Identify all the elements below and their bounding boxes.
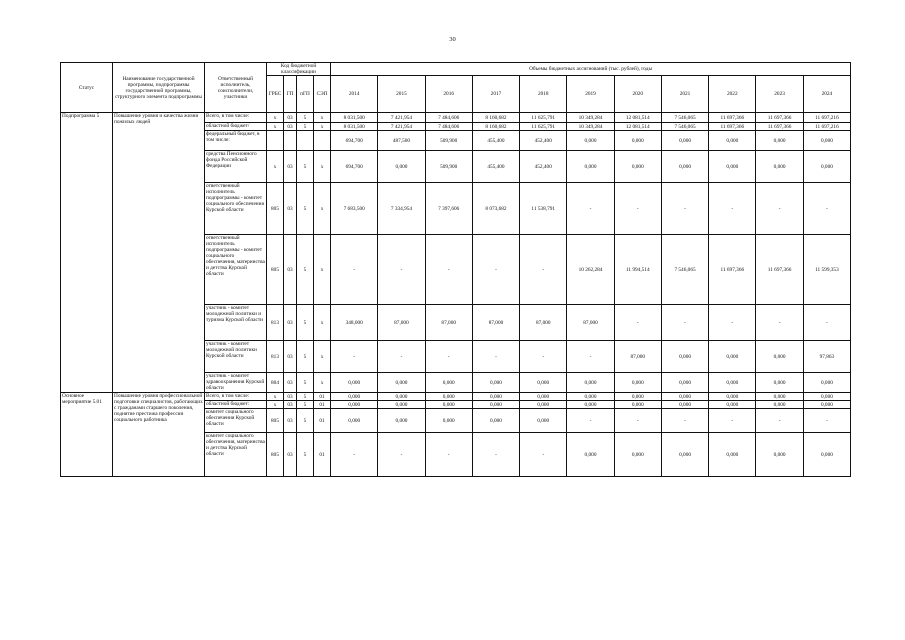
amount-cell: 0,000 xyxy=(614,373,661,393)
code-cell: x xyxy=(314,305,331,341)
amount-cell: 0,000 xyxy=(567,401,614,409)
code-cell: 5 xyxy=(297,151,314,183)
responsible-cell: областной бюджет/ xyxy=(205,123,267,131)
amount-cell: 0,000 xyxy=(614,401,661,409)
amount-cell: 0,000 xyxy=(709,401,756,409)
col-responsible-header: Ответственный исполнитель, соисполнители, участники xyxy=(205,63,267,113)
amount-cell: 11 697,366 xyxy=(709,113,756,123)
code-cell: 813 xyxy=(267,305,284,341)
responsible-cell: Всего, в том числе: xyxy=(205,393,267,401)
table-row xyxy=(61,113,851,123)
amount-cell: 87,000 xyxy=(378,305,425,341)
amount-cell: 11 697,366 xyxy=(709,235,756,305)
responsible-cell: комитет социального обеспечения Курской области xyxy=(205,409,267,433)
code-cell: 03 xyxy=(284,393,297,401)
code-cell: x xyxy=(314,113,331,123)
code-cell xyxy=(284,131,297,151)
budget-table xyxy=(60,62,851,477)
col-name-header: Наименование государственной программы, подпрограммы государственной программы, структурного элемента подпрограммы xyxy=(113,63,205,113)
amount-cell: 0,000 xyxy=(661,373,708,393)
amount-cell: 0,000 xyxy=(756,393,803,401)
amount-cell: 8 160,682 xyxy=(472,123,519,131)
amount-cell: 509,900 xyxy=(425,131,472,151)
amount-cell: 0,000 xyxy=(567,131,614,151)
code-cell: x xyxy=(267,113,284,123)
year-col-header: 2014 xyxy=(331,76,378,113)
amount-cell: 7 421,954 xyxy=(378,123,425,131)
amount-cell: 0,000 xyxy=(709,151,756,183)
amount-cell: 0,000 xyxy=(803,433,850,477)
code-cell: 5 xyxy=(297,401,314,409)
amount-cell: 0,000 xyxy=(472,401,519,409)
amount-cell: - xyxy=(520,433,567,477)
code-cell: 03 xyxy=(284,305,297,341)
table-row xyxy=(61,393,851,401)
amount-cell: - xyxy=(567,341,614,373)
amount-cell: - xyxy=(661,409,708,433)
amount-cell: 0,000 xyxy=(331,373,378,393)
amount-cell: 0,000 xyxy=(661,401,708,409)
code-cell xyxy=(267,131,284,151)
amount-cell: 7 484,606 xyxy=(425,123,472,131)
amount-cell: 11 599,353 xyxy=(803,235,850,305)
responsible-cell: участник - комитет молодежной политики Курской области xyxy=(205,341,267,373)
amount-cell: - xyxy=(331,341,378,373)
amount-cell: 7 546,065 xyxy=(661,235,708,305)
amount-cell: - xyxy=(614,305,661,341)
code-cell: 03 xyxy=(284,151,297,183)
code-cell: 5 xyxy=(297,393,314,401)
amount-cell: 0,000 xyxy=(472,393,519,401)
amount-cell: 10 262,284 xyxy=(567,235,614,305)
amount-cell: 0,000 xyxy=(756,433,803,477)
amount-cell: 11 625,791 xyxy=(520,113,567,123)
amount-cell: 0,000 xyxy=(803,373,850,393)
amount-cell: 0,000 xyxy=(567,151,614,183)
code-cell: 03 xyxy=(284,235,297,305)
code-cell: x xyxy=(267,123,284,131)
amount-cell: 11 697,366 xyxy=(756,123,803,131)
amount-cell: 694,700 xyxy=(331,151,378,183)
amount-cell: 7 421,954 xyxy=(378,113,425,123)
responsible-cell: Всего, в том числе: xyxy=(205,113,267,123)
code-cell: 5 xyxy=(297,305,314,341)
amount-cell: 8 031,500 xyxy=(331,113,378,123)
amount-cell: 0,000 xyxy=(803,131,850,151)
amount-cell: - xyxy=(331,433,378,477)
amount-cell: 87,000 xyxy=(520,305,567,341)
code-cell: 03 xyxy=(284,341,297,373)
amount-cell: 11 994,514 xyxy=(614,235,661,305)
responsible-cell: комитет социального обеспечения, материнства и детства Курской области xyxy=(205,433,267,477)
amount-cell: 0,000 xyxy=(567,433,614,477)
year-col-header: 2021 xyxy=(661,76,708,113)
amount-cell: 0,000 xyxy=(614,131,661,151)
code-cell: 01 xyxy=(314,433,331,477)
amount-cell: - xyxy=(661,183,708,235)
amount-cell: - xyxy=(567,183,614,235)
code-cell: x xyxy=(314,151,331,183)
col-code-group-header: Код бюджетной классификации xyxy=(267,63,331,76)
amount-cell: 87,000 xyxy=(472,305,519,341)
amount-cell: 0,000 xyxy=(378,373,425,393)
code-cell: 03 xyxy=(284,123,297,131)
col-status-header: Статус xyxy=(61,63,113,113)
amount-cell: 0,000 xyxy=(614,151,661,183)
amount-cell: 0,000 xyxy=(378,401,425,409)
amount-cell: 11 697,216 xyxy=(803,113,850,123)
code-cell: 805 xyxy=(267,235,284,305)
year-col-header: 2015 xyxy=(378,76,425,113)
amount-cell: - xyxy=(520,235,567,305)
amount-cell: - xyxy=(425,433,472,477)
amount-cell: - xyxy=(803,183,850,235)
code-cell: 805 xyxy=(267,433,284,477)
page-number: 30 xyxy=(449,36,456,43)
amount-cell: 0,000 xyxy=(520,401,567,409)
code-cell: 5 xyxy=(297,113,314,123)
code-cell: 03 xyxy=(284,401,297,409)
amount-cell: - xyxy=(520,341,567,373)
code-cell: 5 xyxy=(297,123,314,131)
responsible-cell: ответственный исполнитель подпрограммы - комитет социального обеспечения, материнства и детства Курской области xyxy=(205,235,267,305)
amount-cell: 0,000 xyxy=(331,401,378,409)
amount-cell: 0,000 xyxy=(331,409,378,433)
amount-cell: 0,000 xyxy=(661,131,708,151)
code-cell: x xyxy=(314,373,331,393)
amount-cell: - xyxy=(614,183,661,235)
code-col-header: ГП xyxy=(284,76,297,113)
amount-cell: 0,000 xyxy=(709,131,756,151)
amount-cell: 8 160,682 xyxy=(472,113,519,123)
amount-cell: 0,000 xyxy=(709,393,756,401)
amount-cell: - xyxy=(756,183,803,235)
amount-cell: 694,700 xyxy=(331,131,378,151)
amount-cell: - xyxy=(567,409,614,433)
code-cell: 03 xyxy=(284,113,297,123)
amount-cell: 452,400 xyxy=(520,151,567,183)
code-cell: 5 xyxy=(297,373,314,393)
amount-cell: 7 484,606 xyxy=(425,113,472,123)
amount-cell: 0,000 xyxy=(378,151,425,183)
amount-cell: 7 546,065 xyxy=(661,123,708,131)
amount-cell: 0,000 xyxy=(756,373,803,393)
amount-cell: 7 546,065 xyxy=(661,113,708,123)
amount-cell: 8 031,500 xyxy=(331,123,378,131)
amount-cell: 0,000 xyxy=(803,393,850,401)
amount-cell: 7 334,954 xyxy=(378,183,425,235)
amount-cell: - xyxy=(425,235,472,305)
code-cell: x xyxy=(267,393,284,401)
amount-cell: 0,000 xyxy=(661,433,708,477)
amount-cell: 0,000 xyxy=(472,373,519,393)
amount-cell: 12 081,514 xyxy=(614,123,661,131)
status-cell: Подпрограмма 5 xyxy=(61,113,113,393)
amount-cell: 0,000 xyxy=(614,433,661,477)
amount-cell: 0,000 xyxy=(378,393,425,401)
code-cell: x xyxy=(267,151,284,183)
amount-cell: 0,000 xyxy=(756,401,803,409)
amount-cell: 87,000 xyxy=(425,305,472,341)
amount-cell: 0,000 xyxy=(709,373,756,393)
amount-cell: 0,000 xyxy=(661,393,708,401)
amount-cell: 87,000 xyxy=(614,341,661,373)
amount-cell: 11 625,791 xyxy=(520,123,567,131)
amount-cell: 0,000 xyxy=(756,341,803,373)
responsible-cell: федеральный бюджет, в том числе: xyxy=(205,131,267,151)
year-col-header: 2023 xyxy=(756,76,803,113)
amount-cell: 455,400 xyxy=(472,151,519,183)
amount-cell: - xyxy=(756,305,803,341)
code-cell: 03 xyxy=(284,183,297,235)
code-cell: 03 xyxy=(284,433,297,477)
amount-cell: 0,000 xyxy=(472,409,519,433)
code-cell: 5 xyxy=(297,235,314,305)
amount-cell: 348,000 xyxy=(331,305,378,341)
amount-cell: - xyxy=(709,409,756,433)
code-cell: 5 xyxy=(297,183,314,235)
amount-cell: - xyxy=(472,341,519,373)
amount-cell: 0,000 xyxy=(756,151,803,183)
code-cell: x xyxy=(267,401,284,409)
amount-cell: 0,000 xyxy=(425,373,472,393)
amount-cell: 12 081,514 xyxy=(614,113,661,123)
code-cell: 01 xyxy=(314,401,331,409)
code-cell: x xyxy=(314,235,331,305)
amount-cell: 0,000 xyxy=(567,373,614,393)
year-col-header: 2022 xyxy=(709,76,756,113)
amount-cell: 0,000 xyxy=(378,409,425,433)
amount-cell: - xyxy=(472,235,519,305)
year-col-header: 2017 xyxy=(472,76,519,113)
amount-cell: 11 697,366 xyxy=(756,113,803,123)
amount-cell: - xyxy=(378,235,425,305)
amount-cell: 87,000 xyxy=(567,305,614,341)
amount-cell: 0,000 xyxy=(661,341,708,373)
amount-cell: - xyxy=(756,409,803,433)
responsible-cell: средства Пенсионного фонда Российской Федерации xyxy=(205,151,267,183)
amount-cell: - xyxy=(803,305,850,341)
code-cell: x xyxy=(314,341,331,373)
amount-cell: 0,000 xyxy=(803,151,850,183)
program-name-cell: Повышение уровня и качества жизни пожилых людей xyxy=(113,113,205,393)
header-row-top xyxy=(61,63,851,76)
amount-cell: 0,000 xyxy=(425,401,472,409)
status-cell: Основное мероприятие 5.01 xyxy=(61,393,113,477)
code-cell: 5 xyxy=(297,409,314,433)
responsible-cell: участник - комитет молодежной политики и туризма Курской области xyxy=(205,305,267,341)
amount-cell: 11 697,366 xyxy=(756,235,803,305)
amount-cell: 0,000 xyxy=(803,401,850,409)
amount-cell: 11 697,366 xyxy=(709,123,756,131)
code-cell xyxy=(297,131,314,151)
amount-cell: 509,900 xyxy=(425,151,472,183)
program-name-cell: Повышение уровня профессиональной подготовки специалистов, работающих с гражданами старшего поколения, поднятие престижа профессии социального работника xyxy=(113,393,205,477)
amount-cell: 0,000 xyxy=(567,393,614,401)
amount-cell: - xyxy=(709,183,756,235)
amount-cell: 7 397,606 xyxy=(425,183,472,235)
amount-cell: - xyxy=(614,409,661,433)
responsible-cell: областной бюджет: xyxy=(205,401,267,409)
amount-cell: 452,400 xyxy=(520,131,567,151)
amount-cell: - xyxy=(472,433,519,477)
code-cell: 813 xyxy=(267,341,284,373)
year-col-header: 2020 xyxy=(614,76,661,113)
amount-cell: 0,000 xyxy=(614,393,661,401)
amount-cell: 487,500 xyxy=(378,131,425,151)
amount-cell: 0,000 xyxy=(520,373,567,393)
amount-cell: 0,000 xyxy=(661,151,708,183)
amount-cell: - xyxy=(425,341,472,373)
code-col-header: пГП xyxy=(297,76,314,113)
table-body xyxy=(61,113,851,477)
amount-cell: 10 349,284 xyxy=(567,123,614,131)
code-cell: 805 xyxy=(267,183,284,235)
code-cell: 805 xyxy=(267,409,284,433)
amount-cell: - xyxy=(661,305,708,341)
code-cell: 5 xyxy=(297,433,314,477)
amount-cell: 11 697,216 xyxy=(803,123,850,131)
code-cell: x xyxy=(314,123,331,131)
amount-cell: 0,000 xyxy=(709,433,756,477)
amount-cell: 0,000 xyxy=(520,393,567,401)
amount-cell: 0,000 xyxy=(425,409,472,433)
amount-cell: - xyxy=(803,409,850,433)
amount-cell: 10 349,284 xyxy=(567,113,614,123)
code-col-header: СЭП xyxy=(314,76,331,113)
amount-cell: 455,400 xyxy=(472,131,519,151)
code-cell: 01 xyxy=(314,409,331,433)
year-col-header: 2018 xyxy=(520,76,567,113)
year-col-header: 2019 xyxy=(567,76,614,113)
code-cell xyxy=(314,131,331,151)
responsible-cell: ответственный исполнитель подпрограммы - комитет социального обеспечения Курской области xyxy=(205,183,267,235)
code-cell: 5 xyxy=(297,341,314,373)
amount-cell: 0,000 xyxy=(709,341,756,373)
code-cell: 03 xyxy=(284,373,297,393)
amount-cell: 11 538,791 xyxy=(520,183,567,235)
amount-cell: 0,000 xyxy=(520,409,567,433)
amount-cell: - xyxy=(378,433,425,477)
amount-cell: 7 683,500 xyxy=(331,183,378,235)
amount-cell: 0,000 xyxy=(331,393,378,401)
amount-cell: 0,000 xyxy=(425,393,472,401)
code-cell: x xyxy=(314,183,331,235)
col-volume-group-header: Объемы бюджетных ассигнований (тыс. рублей), годы xyxy=(331,63,851,76)
amount-cell: - xyxy=(709,305,756,341)
code-cell: 03 xyxy=(284,409,297,433)
amount-cell: 97,863 xyxy=(803,341,850,373)
code-cell: 804 xyxy=(267,373,284,393)
code-cell: 01 xyxy=(314,393,331,401)
amount-cell: 0,000 xyxy=(756,131,803,151)
responsible-cell: участник - комитет здравоохранения Курской области xyxy=(205,373,267,393)
amount-cell: - xyxy=(331,235,378,305)
amount-cell: 8 073,682 xyxy=(472,183,519,235)
code-col-header: ГРБС xyxy=(267,76,284,113)
year-col-header: 2016 xyxy=(425,76,472,113)
year-col-header: 2024 xyxy=(803,76,850,113)
amount-cell: - xyxy=(378,341,425,373)
